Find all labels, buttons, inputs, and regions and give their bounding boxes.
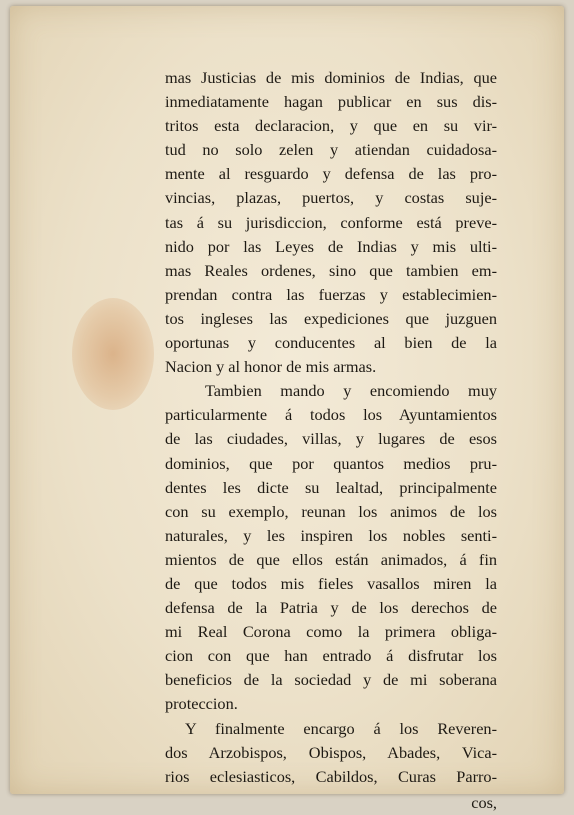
text-line: mas Justicias de mis dominios de Indias, que (165, 68, 497, 87)
text-line: Tambien mando y encomiendo muy (205, 381, 497, 401)
text-line: particularmente á todos los Ayuntamientos (165, 405, 497, 425)
document-page (10, 6, 564, 812)
text-line: beneficios de la sociedad y de mi soberana (165, 670, 497, 690)
text-line: oportunas y conducentes al bien de la (165, 333, 497, 353)
text-line: de que todos mis fieles vasallos miren la (165, 573, 497, 593)
text-line: mi Real Corona como la primera obliga- (165, 622, 497, 642)
text-line: inmediatamente hagan publicar en sus dis- (165, 92, 497, 112)
paragraph-2 (165, 379, 497, 716)
text-line: rios eclesiasticos, Cabildos, Curas Parro- (165, 766, 497, 786)
text-line: tos ingleses las expediciones que juzguen (165, 308, 497, 328)
text-line: tritos esta declaracion, y que en su vir- (165, 116, 497, 136)
text-line: mientos de que ellos están animados, á fin (165, 549, 497, 569)
text-line: Nacion y al honor de mis armas. (165, 357, 377, 377)
text-line: vincias, plazas, puertos, y costas suje- (165, 188, 497, 208)
text-line: naturales, y les inspiren los nobles senti- (165, 525, 497, 545)
text-line: tas á su jurisdiccion, conforme está preve- (165, 212, 497, 232)
text-line: nido por las Leyes de Indias y mis ulti- (165, 236, 497, 256)
water-stain (72, 298, 154, 410)
text-line: mas Reales ordenes, sino que tambien em- (165, 260, 497, 280)
paragraph-1 (165, 66, 497, 379)
text-line: defensa de la Patria y de los derechos de (165, 598, 497, 618)
text-line: dentes les dicte su lealtad, principalmente (165, 477, 497, 497)
paragraph-3 (165, 717, 497, 789)
text-line: mente al resguardo y defensa de las pro- (165, 164, 497, 184)
text-line: dominios, que por quantos medios pru- (165, 453, 497, 473)
document-text (165, 66, 497, 812)
text-line: con su exemplo, reunan los animos de los (165, 501, 497, 521)
text-line: de las ciudades, villas, y lugares de esos (165, 429, 497, 449)
text-line: proteccion. (165, 694, 238, 714)
text-line: cion con que han entrado á disfrutar los (165, 646, 497, 666)
text-line: Y finalmente encargo á los Reveren- (185, 718, 497, 738)
catchword: cos, (471, 793, 497, 812)
text-line: dos Arzobispos, Obispos, Abades, Vica- (165, 742, 497, 762)
text-line: prendan contra las fuerzas y establecimien- (165, 284, 497, 304)
text-line: tud no solo zelen y atiendan cuidadosa- (165, 140, 497, 160)
